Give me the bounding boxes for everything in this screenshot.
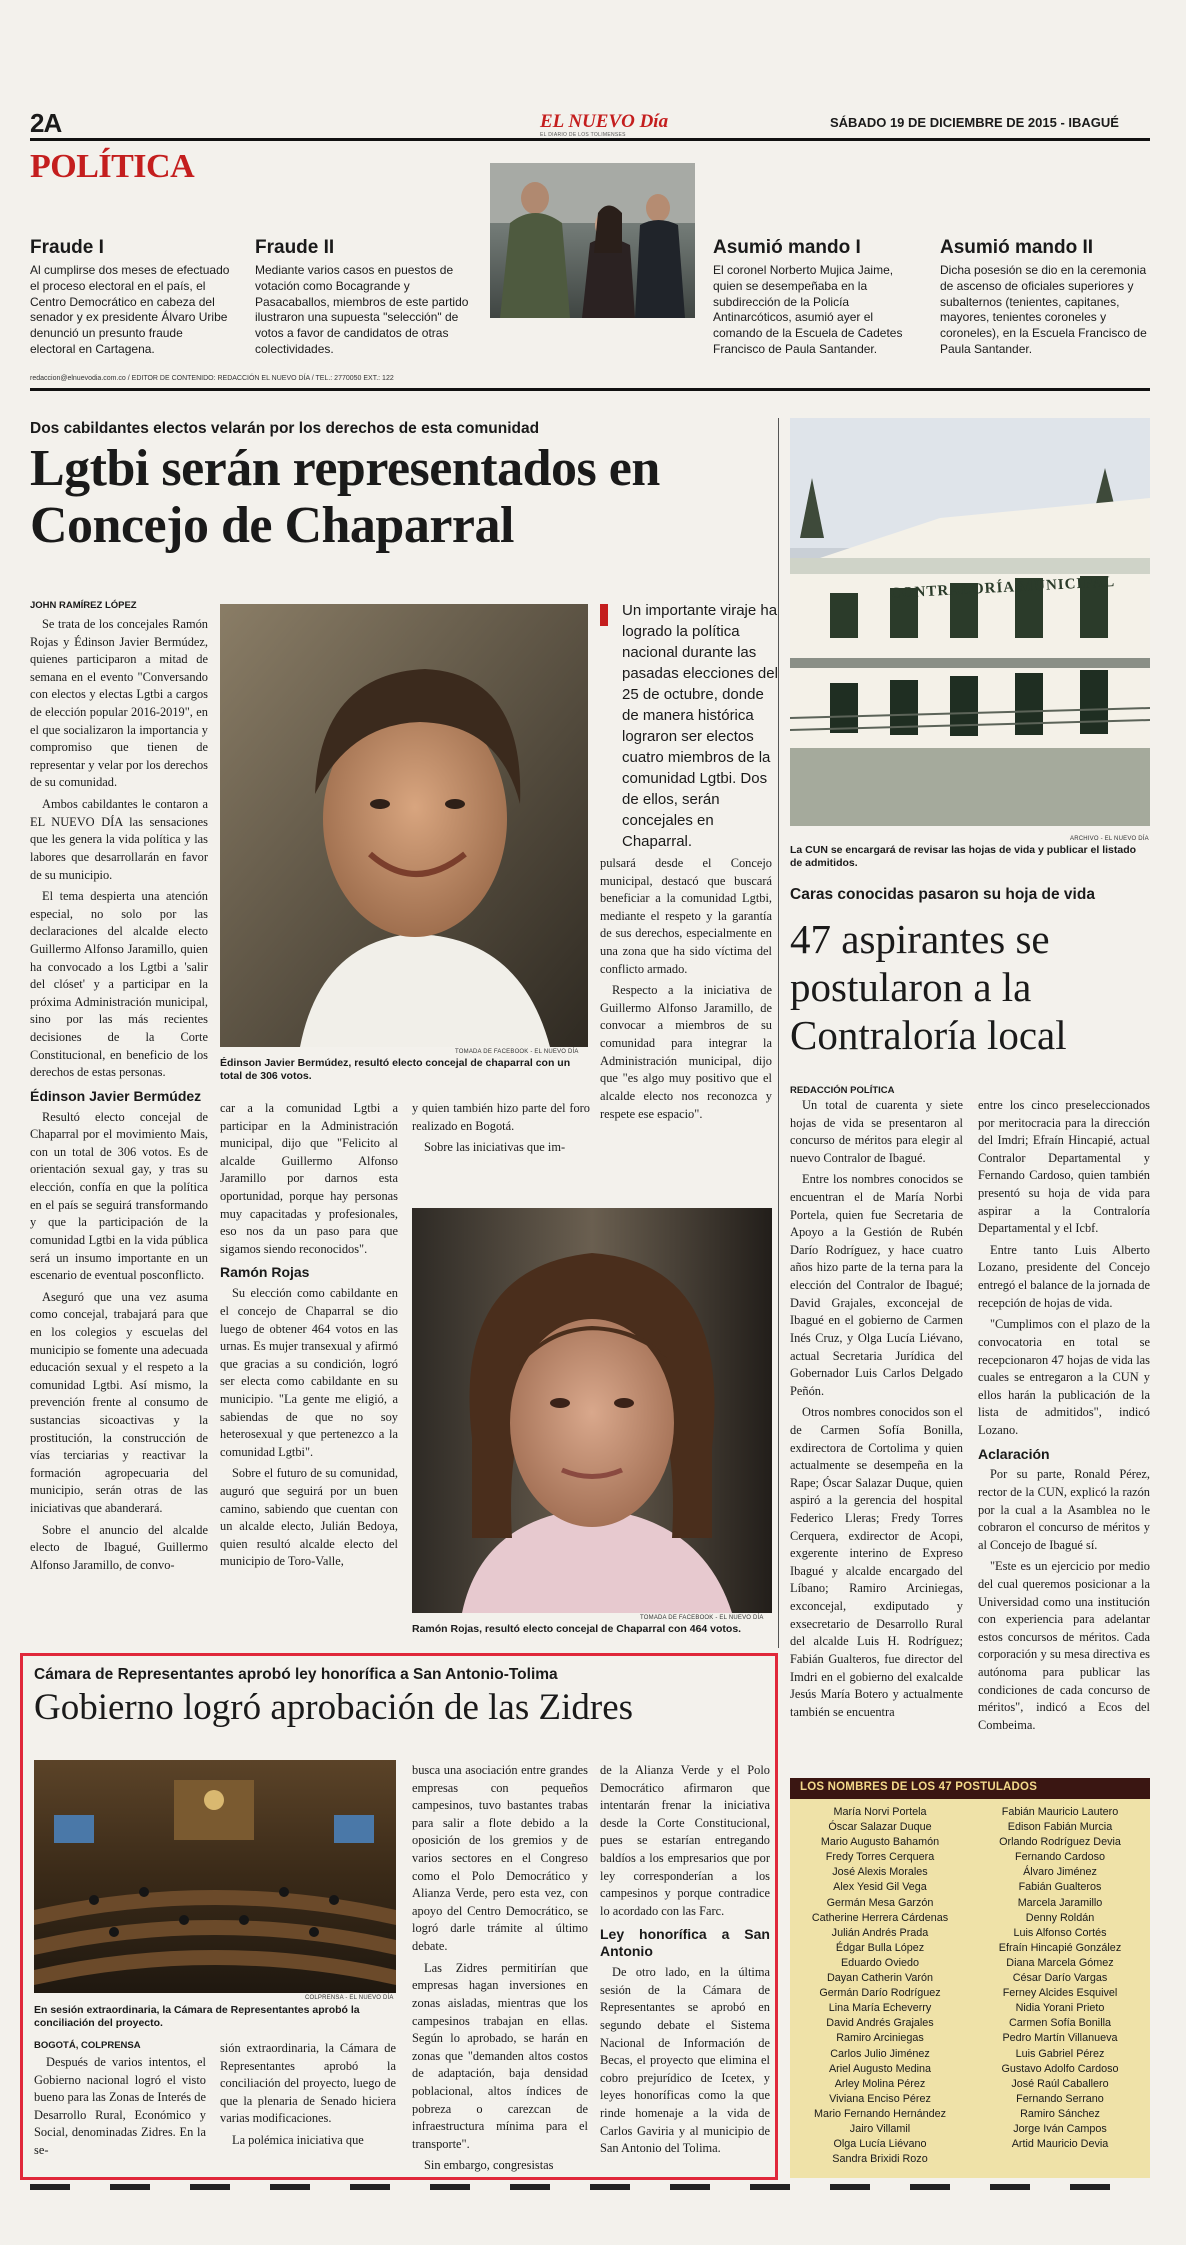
brief-title: Fraude I: [30, 237, 104, 258]
postulado-name: Germán Darío Rodríguez: [819, 1987, 941, 2000]
paragraph: pulsará desde el Concejo municipal, destacó que buscará beneficiar a la comunidad Lgtbi, mediante el respeto y la garantía de sus derechos, especialmente en una zona que ha sido víctima del conflicto armado.: [600, 856, 772, 976]
postulado-name: Carlos Julio Jiménez: [830, 2047, 930, 2060]
names-column-right: [970, 1805, 1150, 2152]
issue-date: SÁBADO 19 DE DICIEMBRE DE 2015 - IBAGUÉ: [830, 115, 1119, 130]
postulado-name: Pedro Martín Villanueva: [1002, 2032, 1118, 2045]
postulado-name: Jorge Iván Campos: [1013, 2122, 1107, 2135]
postulado-name: Eduardo Oviedo: [840, 1956, 920, 1969]
contraloria-headline: 47 aspirantes se postularon a la Contraloría local: [790, 916, 1067, 1058]
postulado-name: Germán Mesa Garzón: [826, 1896, 934, 1909]
subhead: Aclaración: [978, 1445, 1050, 1462]
zidres-col-4: [600, 1762, 770, 2162]
postulado-name: Fernando Cardoso: [1014, 1851, 1106, 1864]
contraloria-kicker: Caras conocidas pasaron su hoja de vida: [790, 886, 1095, 903]
subhead: Édinson Javier Bermúdez: [30, 1087, 202, 1104]
postulado-name: Fredy Torres Cerquera: [825, 1851, 935, 1864]
postulado-name: César Darío Vargas: [1012, 1972, 1108, 1985]
paragraph: Ambos cabildantes le contaron a EL NUEVO DÍA las sensaciones que les genera la vida política y las labores que desarrollarán en favor de su municipio.: [30, 797, 208, 882]
photo-credit: COLPRENSA - EL NUEVO DÍA: [305, 1995, 394, 2001]
postulado-name: Fernando Serrano: [1016, 2092, 1104, 2105]
postulado-name: Olga Lucía Liévano: [833, 2138, 927, 2151]
paragraph: Sin embargo, congresistas: [424, 2158, 554, 2173]
postulado-name: Ramiro Sánchez: [1020, 2107, 1100, 2120]
postulado-name: José Alexis Morales: [832, 1866, 928, 1879]
lgtbi-col-3: [412, 1100, 590, 1161]
postulado-name: José Raúl Caballero: [1011, 2077, 1109, 2090]
postulado-name: Óscar Salazar Duque: [828, 1821, 932, 1834]
postulado-name: Fabián Mauricio Lautero: [1001, 1806, 1119, 1818]
paragraph: Entre los nombres conocidos se encuentran el de María Norbi Portela, quien fue Secretaria de Apoyo a la Gestión de Rubén Darío Rodríguez, y hace cuatro años hizo parte de la terna para la elección del Contralor de Ibagué; David Grajales, exconcejal de Ibagué en el gobierno de Carmen Inés Cruz, y Olga Lucía Liévano, actual Secretaria Jurídica del Gobernador Luis Carlos Delgado Peñón.: [790, 1172, 963, 1398]
postulado-name: Edison Fabián Murcia: [1007, 1821, 1113, 1834]
contraloria-col-2: [978, 1097, 1150, 1739]
zidres-col-2: [220, 2040, 396, 2154]
lgtbi-col-3-top: [600, 855, 772, 1127]
postulado-name: Artid Mauricio Devia: [1011, 2138, 1109, 2151]
ceremony-photo: [490, 163, 695, 318]
ramon-photo: [412, 1208, 772, 1613]
postulado-name: Denny Roldán: [1025, 1911, 1095, 1924]
postulado-name: Sandra Brixidi Rozo: [832, 2153, 928, 2166]
postulado-name: Catherine Herrera Cárdenas: [811, 1911, 949, 1924]
paragraph: Su elección como cabildante en el concejo de Chaparral se dio luego de obtener 464 votos en las urnas. Es mujer transexual y afirmó que gracias a su condición, logró ser electa como cabildante en su municipio. "La gente me eligió, a sabiendas de que no soy heterosexual y que pertenezco a la comunidad Lgtbi".: [220, 1286, 398, 1459]
postulado-name: Dayan Catherin Varón: [826, 1972, 934, 1985]
postulado-name: Fabián Gualteros: [1018, 1881, 1102, 1894]
paragraph: La polémica iniciativa que: [232, 2133, 364, 2148]
postulado-name: María Norvi Portela: [833, 1806, 927, 1818]
lgtbi-kicker: Dos cabildantes electos velarán por los derechos de esta comunidad: [30, 420, 540, 437]
paragraph: Las Zidres permitirían que empresas hagan inversiones en zonas aisladas, mientras que los campesinos trabajan en ellas. Según lo aprobado, se harán en zonas que "demanden altos costos de adaptación, baja densidad poblacional, altos índices de pobreza o carezcan de infraestructura mínima para el transporte".: [412, 1960, 588, 2151]
contraloria-building-photo: [790, 418, 1150, 826]
photo-credit: TOMADA DE FACEBOOK - EL NUEVO DÍA: [455, 1049, 579, 1055]
paragraph: busca una asociación entre grandes empresas con pequeños campesinos, tuvo bastantes trabas para salir a flote debido a la oposición de los gremios y de varios sectores en el Congreso como el Polo Democrático y Alianza Verde, pero esta vez, con apoyo del Centro Democrático, se logró darle trámite al último debate.: [412, 1763, 588, 1954]
brief-text: Al cumplirse dos meses de efectuado el proceso electoral en el país, el Centro Democrático en cabeza del senador y ex presidente Álvaro Uribe denunció un presunto fraude electoral en Cartagena.: [30, 263, 230, 357]
postulado-name: Jairo Villamil: [849, 2122, 911, 2135]
postulado-name: Nidia Yorani Prieto: [1015, 2002, 1105, 2015]
lgtbi-col-1: [30, 616, 208, 1578]
postulado-name: Carmen Sofía Bonilla: [1008, 2017, 1112, 2030]
postulado-name: Gustavo Adolfo Cardoso: [1001, 2062, 1119, 2075]
zidres-col-3: [412, 1762, 588, 2179]
postulado-name: Álvaro Jiménez: [1023, 1866, 1097, 1879]
brief-title: Asumió mando II: [940, 237, 1094, 258]
page-number: 2A: [30, 108, 62, 138]
subhead: Ley honorífica a San Antonio: [600, 1926, 770, 1960]
photo-caption: En sesión extraordinaria, la Cámara de Representantes aprobó la conciliación del proyecto.: [34, 2004, 360, 2030]
zidres-col-1: [34, 2054, 206, 2164]
paragraph: De otro lado, en la última sesión de la Cámara de Representantes se aprobó en segundo debate el Sistema Nacional de Información de Becas, el proyecto que elimina el cobro prejurídico de Icetex, y leyes honoríficas como la que rinde homenaje a la vida de Carlos Gaviria y al municipio de San Antonio del Tolima.: [600, 1965, 770, 2156]
lgtbi-headline: Lgtbi serán representados en Concejo de Chaparral: [30, 440, 660, 554]
contraloria-byline: REDACCIÓN POLÍTICA: [790, 1085, 895, 1096]
paragraph: Respecto a la iniciativa de Guillermo Alfonso Jaramillo, de convocar a miembros de su comunidad para integrar la Administración municipal, dijo que "es algo muy positivo que el alcalde electo nos reconozca y respete ese espacio".: [600, 983, 772, 1121]
brief-fraude-1: [30, 237, 230, 358]
photo-credit: TOMADA DE FACEBOOK - EL NUEVO DÍA: [640, 1615, 764, 1621]
brief-fraude-2: [255, 237, 470, 358]
paragraph: Otros nombres conocidos son el de Carmen Sofía Bonilla, exdirectora de Cortolima y quien actualmente se desempeña en la Rape; Óscar Salazar Duque, quien aspiró a la gerencia del hospital Federico Lleras; Fredy Torres Cerquera, exdirector de Acopi, exgerente interino de Expreso Ibagué y alcalde encargado del Líbano; Ramiro Arciniegas, exconcejal, exdiputado y exsecretario de Desarrollo Rural del alcalde Luis H. Rodríguez; Fabián Gualteros, fue director del Imdri en el gobierno del exalcalde Jesús María Botero y actualmente también se encuentra: [790, 1405, 963, 1719]
building-sign: CONTRALORÍA MUNICIPAL: [889, 574, 1116, 602]
postulado-name: Arley Molina Pérez: [834, 2077, 926, 2090]
paragraph: El tema despierta una atención especial, no solo por las declaraciones del alcalde electo Guillermo Alfonso Jaramillo, quien ha convocado a los Lgtbi a 'salir del clóset' y a participar en la próxima Administración municipal, sino por las más recientes decisiones de la Corte Constitucional, en beneficio de los derechos de estas personas.: [30, 889, 208, 1080]
brief-mando-2: [940, 237, 1150, 358]
postulado-name: Lina María Echeverry: [828, 2002, 932, 2015]
postulado-name: Marcela Jaramillo: [1017, 1896, 1103, 1909]
postulado-name: Ferney Alcides Esquivel: [1002, 1987, 1118, 2000]
paragraph: car a la comunidad Lgtbi a participar en la Administración municipal, dijo que "Felicito al alcalde Guillermo Alfonso Jaramillo por darnos esta oportunidad, porque hay personas muy capacitadas y profesionales, eso nos da un paso para que sigamos siendo reconocidos".: [220, 1101, 398, 1256]
paragraph: Se trata de los concejales Ramón Rojas y Édinson Javier Bermúdez, quienes participaron a mitad de semana en el evento "Conversando con electos y electas Lgtbi a cargos de elección popular 2016-2019", en el que socializaron la importancia y compromiso que tienen de representar y velar por los derechos de su comunidad.: [30, 617, 208, 790]
postulado-name: Orlando Rodríguez Devia: [999, 1836, 1121, 1849]
postulado-name: Efraín Hincapié González: [998, 1941, 1122, 1954]
postulado-name: Alex Yesid Gil Vega: [833, 1881, 927, 1894]
postulado-name: Luis Gabriel Pérez: [1015, 2047, 1105, 2060]
paragraph: Aseguró que una vez asuma como concejal, trabajará para que en los colegios y escuelas del municipio se fomente una adecuada educación sexual y el respeto a la comunidad Lgtbi. Así mismo, la prevención frente al consumo de sustancias sicoactivas y la prostitución, la construcción de vías terciarias y reactivar la formación agropecuaria del municipio, serán otras de las iniciativas que abanderará.: [30, 1289, 208, 1516]
zidres-kicker: Cámara de Representantes aprobó ley honorífica a San Antonio-Tolima: [34, 1666, 558, 1683]
brief-title: Asumió mando I: [713, 237, 861, 258]
brief-text: Mediante varios casos en puestos de votación como Bocagrande y Pasacaballos, miembros de este partido ilustraron una supuesta "selección" de votos a favor de candidatos de otras colectividades.: [255, 263, 469, 357]
postulado-name: Diana Marcela Gómez: [1006, 1956, 1114, 1969]
edinson-photo: [220, 604, 588, 1047]
section-title: POLÍTICA: [30, 148, 195, 185]
photo-credit: ARCHIVO - EL NUEVO DÍA: [1070, 836, 1149, 842]
postulado-name: David Andrés Grajales: [826, 2017, 934, 2030]
brief-text: El coronel Norberto Mujica Jaime, quien se desempeñaba en la subdirección de la Policía Antinarcóticos, asumió ayer el comando de la Escuela de Cadetes Francisco de Paula Santander.: [713, 263, 903, 357]
postulado-name: Luis Alfonso Cortés: [1013, 1926, 1107, 1939]
brief-text: Dicha posesión se dio en la ceremonia de ascenso de oficiales superiores y subalternos (tenientes, capitanes, mayores, tenientes coroneles y coroneles), en la Escuela Francisco de Paula Santander.: [940, 263, 1147, 357]
newspaper-logo: [540, 112, 670, 138]
paragraph: y quien también hizo parte del foro realizado en Bogotá.: [412, 1101, 590, 1133]
contraloria-col-1: [790, 1097, 963, 1725]
paragraph: sión extraordinaria, la Cámara de Representantes aprobó la conciliación del proyecto, luego de que la plenaria de Senado hiciera varias modificaciones.: [220, 2041, 396, 2126]
postulado-name: Julián Andrés Prada: [831, 1926, 929, 1939]
contact-line: redaccion@elnuevodia.com.co / EDITOR DE CONTENIDO: REDACCIÓN EL NUEVO DÍA / TEL.: 2770050 EXT.: 122: [30, 375, 394, 382]
paragraph: "Este es un ejercicio por medio del cual queremos posicionar a la Universidad como una institución con experiencia para adelantar estos concursos de méritos. Cada corporación y su mesa directiva es autónoma para publicar las condiciones de cada concurso de méritos", indicó a Ecos del Combeima.: [978, 1559, 1150, 1732]
list-title: LOS NOMBRES DE LOS 47 POSTULADOS: [790, 1778, 1150, 1799]
print-registration-strip: [30, 2184, 1150, 2190]
subhead: Ramón Rojas: [220, 1264, 310, 1281]
paragraph: Entre tanto Luis Alberto Lozano, presidente del Concejo entregó el balance de la jornada de recepción de hojas de vida.: [978, 1242, 1150, 1310]
congress-photo: [34, 1760, 396, 1993]
paragraph: Después de varios intentos, el Gobierno nacional logró el visto bueno para las Zonas de Interés de Desarrollo Rural, Económico y Social, denominadas Zidres. En la se-: [34, 2055, 206, 2158]
postulado-name: Mario Augusto Bahamón: [820, 1836, 940, 1849]
paragraph: Por su parte, Ronald Pérez, rector de la CUN, explicó la razón por la cual a la Asamblea no le cobraron el concurso de méritos y al Concejo de Ibagué sí.: [978, 1467, 1150, 1552]
pull-quote: Un importante viraje ha logrado la política nacional durante las pasadas elecciones del 25 de octubre, donde de manera histórica lograron ser electos cuatro miembros de la comunidad Lgtbi. Dos de ellos, serán concejales en Chaparral.: [622, 602, 778, 850]
paragraph: Sobre el futuro de su comunidad, auguró que seguirá por un buen camino, sabiendo que cuentan con un alcalde electo, Julián Bedoya, quien resultó alcalde electo del municipio de Toro-Valle,: [220, 1466, 398, 1569]
logo-text: EL NUEVO Día: [540, 111, 669, 132]
postulado-name: Mario Fernando Hernández: [813, 2107, 947, 2120]
brief-mando-1: [713, 237, 923, 358]
paragraph: "Cumplimos con el plazo de la convocatoria en total se recepcionaron 47 hojas de vida las cuales se entregaron a la CUN y ellos harán la publicación de la lista de admitidos", indicó Lozano.: [978, 1317, 1150, 1437]
paragraph: entre los cinco preseleccionados por meritocracia para la dirección del Imdri; Efraín Hincapié, actual Contralor Departamental y Fernando Cardoso, quien también presentó su hoja de vida para aspirar a la Contraloría Departamental y el Icbf.: [978, 1098, 1150, 1236]
logo-tagline: EL DIARIO DE LOS TOLIMENSES: [540, 132, 626, 138]
zidres-byline: BOGOTÁ, COLPRENSA: [34, 2040, 141, 2051]
zidres-headline: Gobierno logró aprobación de las Zidres: [34, 1687, 634, 1728]
photo-caption: La CUN se encargará de revisar las hojas de vida y publicar el listado de admitidos.: [790, 844, 1137, 870]
paragraph: Resultó electo concejal de Chaparral por el movimiento Mais, con un total de 306 votos. Es de orientación sexual gay, y tras su elección, confía en que la política en el país se seguirá transformando y que la participación de la comunidad Lgtbi en la vida pública será un insumo importante en un escenario de eventual posconflicto.: [30, 1109, 208, 1283]
paragraph: Sobre las iniciativas que im-: [424, 1140, 566, 1155]
postulado-name: Ariel Augusto Medina: [828, 2062, 932, 2075]
postulado-name: Ramiro Arciniegas: [836, 2032, 924, 2045]
paragraph: Un total de cuarenta y siete hojas de vida se presentaron al concurso de méritos para elegir al nuevo Contralor de Ibagué.: [790, 1098, 963, 1165]
photo-caption: Édinson Javier Bermúdez, resultó electo concejal de chaparral con un total de 306 votos.: [220, 1057, 571, 1083]
postulados-list: [790, 1778, 1150, 2178]
paragraph: Sobre el anuncio del alcalde electo de Ibagué, Guillermo Alfonso Jaramillo, de convo-: [30, 1522, 208, 1572]
postulado-name: Édgar Bulla López: [835, 1941, 925, 1954]
paragraph: de la Alianza Verde y el Polo Democrático afirmaron que intentarán frenar la iniciativa desde la Corte Constitucional, pues se estarían entregando baldíos a los empresarios que por ley corresponderían a los campesinos y porque contradice lo acordado con las Farc.: [600, 1763, 770, 1918]
lgtbi-byline: JOHN RAMÍREZ LÓPEZ: [30, 600, 137, 611]
lgtbi-col-2: [220, 1100, 398, 1575]
photo-caption: Ramón Rojas, resultó electo concejal de Chaparral con 464 votos.: [412, 1623, 742, 1635]
postulado-name: Viviana Enciso Pérez: [829, 2092, 931, 2105]
brief-title: Fraude II: [255, 237, 335, 258]
names-column-left: [790, 1805, 970, 2167]
